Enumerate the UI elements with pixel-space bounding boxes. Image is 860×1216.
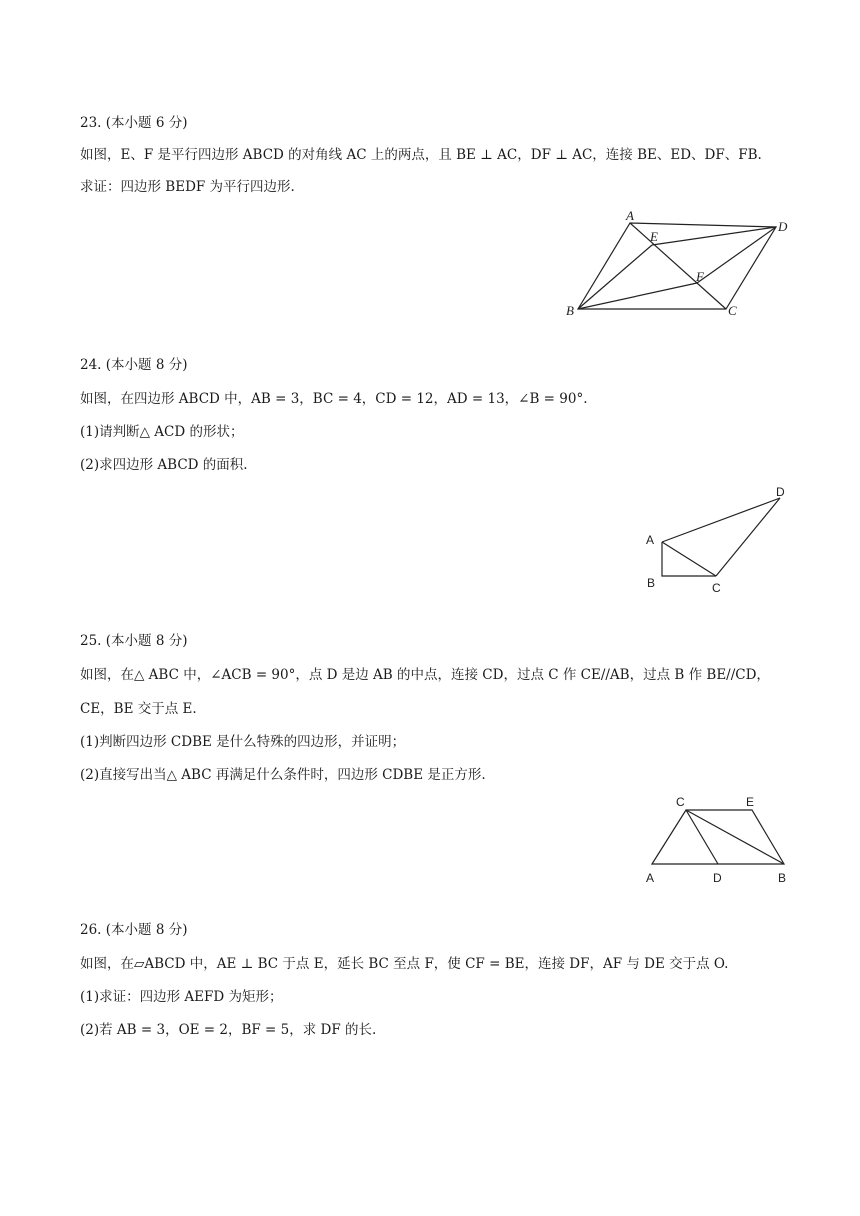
- q23-heading: 23. (本小题 6 分): [80, 115, 188, 131]
- q24-part-2: (2)求四边形 ABCD 的面积.: [80, 457, 248, 473]
- q23-segment-fb: [578, 283, 697, 309]
- q26-heading: 26. (本小题 8 分): [80, 922, 188, 938]
- q24-statement: 如图，在四边形 ABCD 中，AB = 3，BC = 4，CD = 12，AD = 13，∠B = 90°.: [80, 391, 588, 407]
- q24-label-d: D: [776, 485, 785, 499]
- q26-part-1: (1)求证：四边形 AEFD 为矩形；: [80, 989, 283, 1005]
- q24-heading: 24. (本小题 8 分): [80, 357, 188, 373]
- q23-parallelogram: [578, 223, 776, 309]
- q23-statement: 如图，E、F 是平行四边形 ABCD 的对角线 AC 上的两点，且 BE ⊥ AC，DF ⊥ AC，连接 BE、ED、DF、FB.: [80, 147, 762, 163]
- q26-part-2: (2)若 AB = 3，OE = 2，BF = 5，求 DF 的长.: [80, 1022, 377, 1038]
- q25-label-c: C: [676, 795, 685, 809]
- q23-segment-df: [697, 227, 776, 283]
- q25-part-1: (1)判断四边形 CDBE 是什么特殊的四边形，并证明；: [80, 734, 406, 750]
- q24-label-b: B: [647, 576, 656, 590]
- q23-segment-be: [578, 245, 652, 309]
- q25-part-2: (2)直接写出当△ ABC 再满足什么条件时，四边形 CDBE 是正方形.: [80, 767, 486, 783]
- q24-label-c: C: [712, 581, 721, 595]
- q23-label-f: F: [696, 269, 704, 284]
- q25-outline: [652, 810, 784, 864]
- q23-goal: 求证：四边形 BEDF 为平行四边形.: [80, 179, 295, 195]
- q25-statement-cont: CE，BE 交于点 E.: [80, 701, 197, 717]
- q23-label-e: E: [650, 229, 658, 244]
- q24-part-1: (1)请判断△ ACD 的形状；: [80, 424, 244, 440]
- q23-label-a: A: [626, 208, 634, 223]
- q25-statement: 如图，在△ ABC 中，∠ACB = 90°，点 D 是边 AB 的中点，连接 CD，过点 C 作 CE//AB，过点 B 作 BE//CD，: [80, 667, 770, 683]
- q23-label-c: C: [728, 303, 737, 318]
- q25-label-a: A: [646, 871, 655, 885]
- q25-segment-cb: [686, 810, 784, 864]
- q24-label-a: A: [646, 533, 655, 547]
- q23-label-d: D: [778, 219, 788, 234]
- q23-segment-ed: [652, 227, 776, 245]
- q25-heading: 25. (本小题 8 分): [80, 633, 188, 649]
- q25-label-d: D: [713, 871, 722, 885]
- q25-figure: [640, 790, 800, 894]
- q23-label-b: B: [566, 303, 574, 318]
- q24-diagonal-ac: [662, 542, 716, 576]
- q25-label-e: E: [746, 795, 755, 809]
- q25-label-b: B: [778, 871, 787, 885]
- q23-figure: [560, 205, 800, 329]
- q25-segment-cd: [686, 810, 718, 864]
- q26-statement: 如图，在▱ABCD 中，AE ⊥ BC 于点 E，延长 BC 至点 F，使 CF = BE，连接 DF，AF 与 DE 交于点 O.: [80, 956, 729, 972]
- q24-figure: [640, 480, 800, 604]
